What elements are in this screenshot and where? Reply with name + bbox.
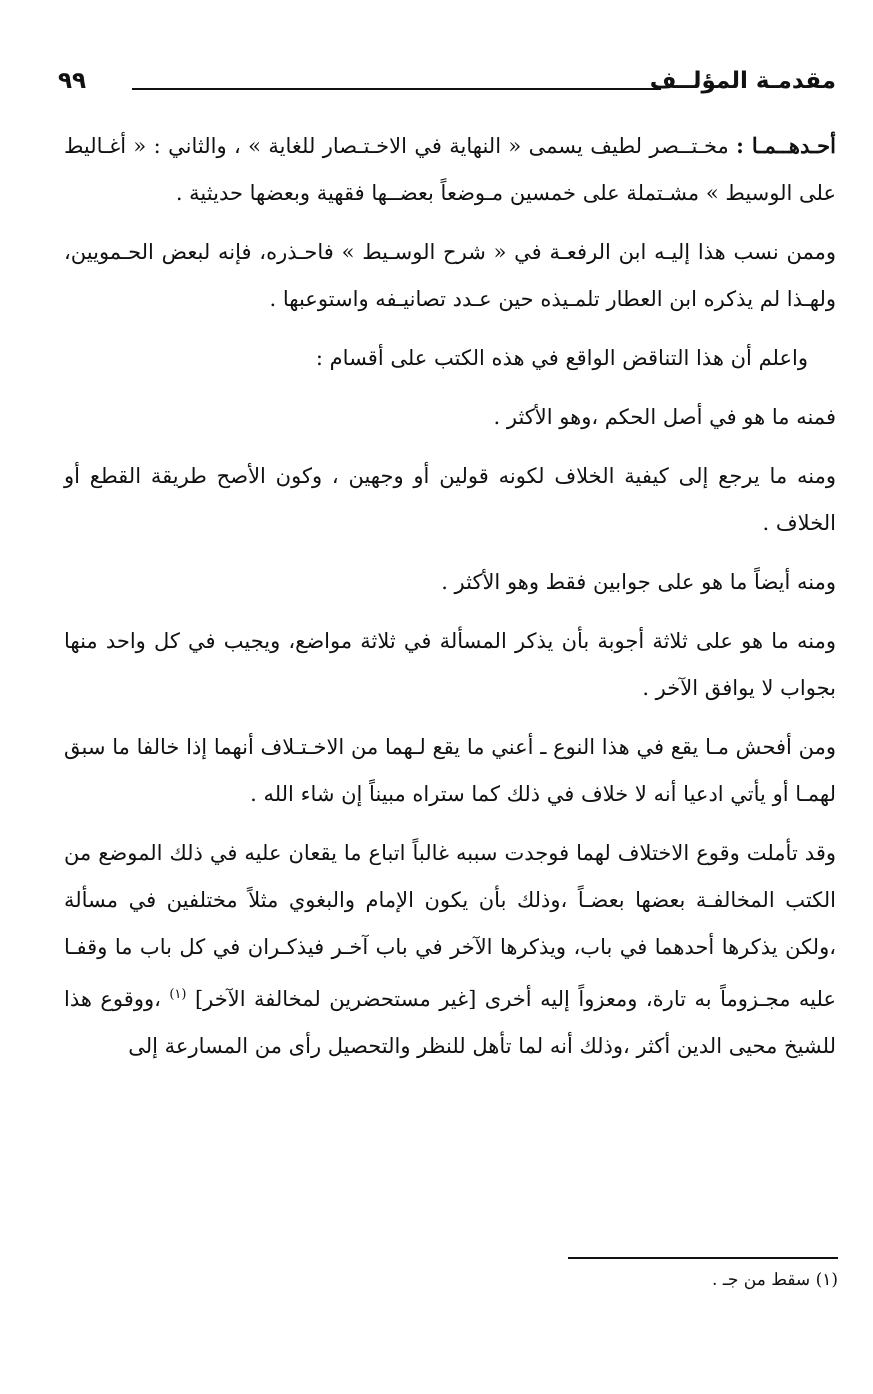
footnote-marker[interactable]: (١) [169,987,187,1002]
paragraph [64,335,836,382]
paragraph-lead: أحـدهــمـا : [736,133,836,158]
paragraph [64,830,836,1070]
paragraph [64,618,836,712]
paragraph [64,229,836,323]
body-text [64,122,836,1082]
paragraph-text: ومن أفحش مـا يقع في هذا النوع ـ أعني ما يقع لـهما من الاخـتـلاف أنهما إذا خالفا ما سبق لهمـا أو يأتي ادعيا أنه لا خلاف في ذلك كما ستراه مبيناً إن شاء الله . [64,735,836,806]
header-title: مقدمـة المؤلــف [649,68,836,94]
paragraph [64,724,836,818]
paragraph [64,453,836,547]
paragraph-text: مخـتــصر لطيف يسمى « النهاية في الاخـتـصار للغاية » ، والثاني : « أغـاليط على الوسيط » مشـتملة على خمسين مـوضعاً بعضــها فقهية وبعضها حديثية . [64,134,836,205]
paragraph-text: وممن نسب هذا إليـه ابن الرفعـة في « شرح الوسـيط » فاحـذره، فإنه لبعض الحـمويين، ولهـذا لم يذكره ابن العطار تلمـيذه حين عـدد تصانيـفه واستوعبها . [64,240,836,311]
footnote: (١) سقط من جـ . [712,1270,838,1290]
paragraph [64,122,836,217]
page-number: ٩٩ [58,68,87,94]
paragraph [64,559,836,606]
paragraph-text: ومنه ما يرجع إلى كيفية الخلاف لكونه قولين أو وجهين ، وكون الأصح طريقة القطع أو الخلاف . [64,464,836,535]
paragraph-text: واعلم أن هذا التناقض الواقع في هذه الكتب على أقسام : [315,346,808,370]
running-header [58,62,836,112]
paragraph-text: فمنه ما هو في أصل الحكم ،وهو الأكثر . [493,405,836,429]
paragraph-text-continued: ،ووقوع هذا للشيخ محيى الدين أكثر ،وذلك أنه لما تأهل للنظر والتحصيل رأى من المسارعة إلى [64,987,836,1058]
paragraph-text: ومنه أيضاً ما هو على جوابين فقط وهو الأكثر . [441,570,836,594]
paragraph-text: وقد تأملت وقوع الاختلاف لهما فوجدت سببه غالباً اتباع ما يقعان عليه في ذلك الموضع من الكتب المخالفـة بعضها بعضـاً ،وذلك بأن يكون الإمام والبغوي مثلاً مختلفين في مسألة ،ولكن يذكرها أحدهما في باب، ويذكرها الآخر في باب آخـر فيذكـران في كل باب ما وقفـا عليه مجـزوماً به تارة، ومعزواً إليه أخرى [غير مستحضرين لمخالفة الآخر] [64,841,836,1011]
paragraph-text: ومنه ما هو على ثلاثة أجوبة بأن يذكر المسألة في ثلاثة مواضع، ويجيب في كل واحد منها بجواب لا يوافق الآخر . [64,629,836,700]
paragraph [64,394,836,441]
header-rule [132,88,661,90]
footnote-rule [568,1257,838,1259]
